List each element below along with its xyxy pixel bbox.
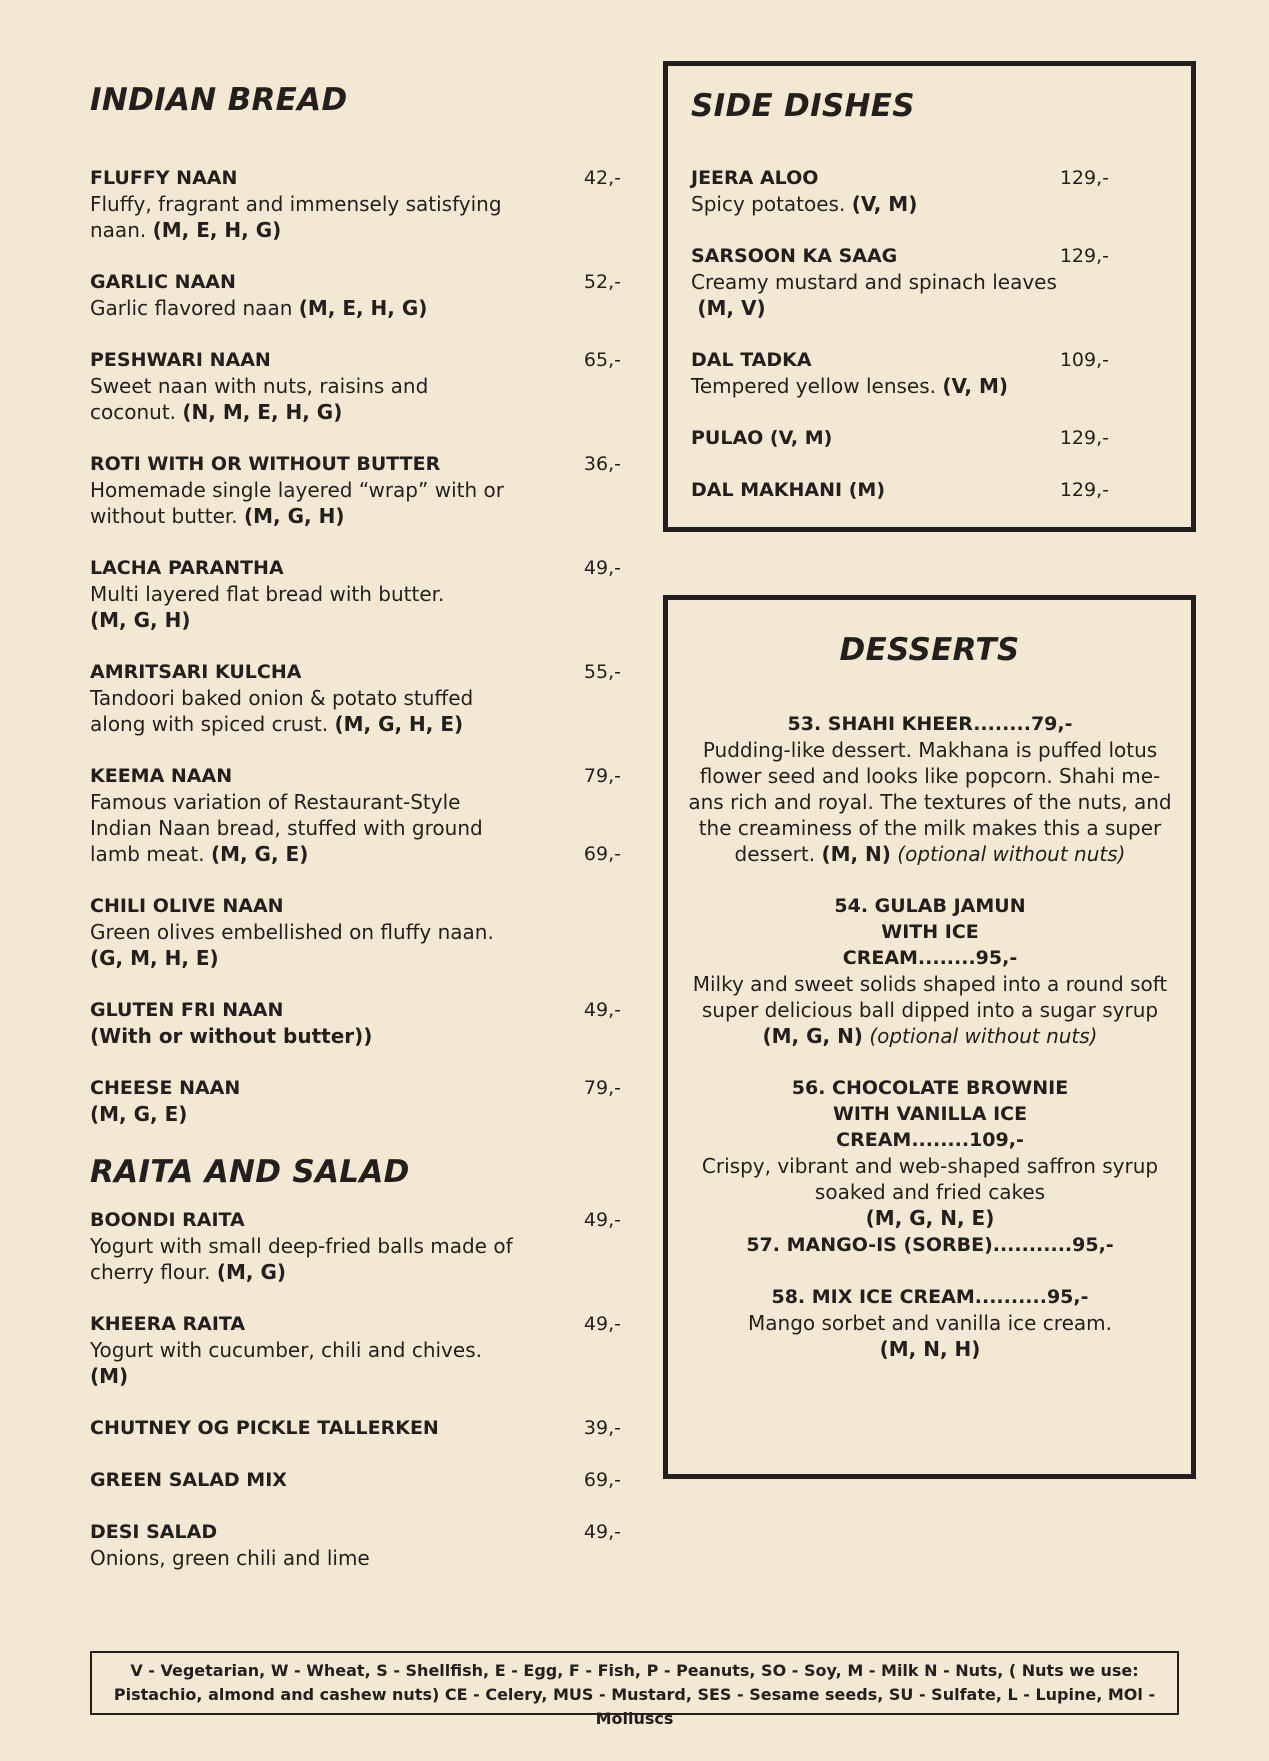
item-name: DAL MAKHANI (M) xyxy=(691,479,885,501)
item-allergens: (V, M) xyxy=(942,374,1009,398)
item-name: LACHA PARANTHA xyxy=(90,557,284,579)
item-price: 49,- xyxy=(583,557,621,579)
item-price: 79,- xyxy=(583,765,621,787)
dessert-chocolate-brownie xyxy=(685,1075,1175,1231)
item-name: PULAO (V, M) xyxy=(691,427,833,449)
desserts-heading: DESSERTS xyxy=(839,632,1020,668)
item-description: Tempered yellow lenses. (V, M) xyxy=(691,374,1009,398)
item-description: Green olives embellished on fluffy naan. (G, M, H, E) xyxy=(90,920,494,970)
item-allergens: (With or without butter)) xyxy=(90,1024,373,1048)
item-price: 79,- xyxy=(583,1077,621,1099)
item-allergens: (M, G) xyxy=(216,1260,287,1284)
item-allergens: (N, M, E, H, G) xyxy=(182,400,343,424)
dessert-description: Milky and sweet solids shaped into a round soft super delicious ball dipped into a sugar syrup (M, G, N) (optional without nuts) xyxy=(692,972,1168,1048)
item-allergens: (M, G, H) xyxy=(90,608,191,632)
dessert-gulab-jamun xyxy=(692,893,1168,1049)
allergen-legend: V - Vegetarian, W - Wheat, S - Shellfish, E - Egg, F - Fish, P - Peanuts, SO - Soy, M - Milk N - Nuts, ( Nuts we use: Pistachio, almond and cashew nuts) CE - Celery, MUS - Mustard, SES - Sesame seeds, SU - Sulfate, L - Lupine, MOl - Molluscs xyxy=(90,1651,1179,1715)
item-price: 69,- xyxy=(583,843,621,865)
item-price: 49,- xyxy=(583,1521,621,1543)
item-description: Spicy potatoes. (V, M) xyxy=(691,192,918,216)
item-description: Onions, green chili and lime xyxy=(90,1546,370,1570)
item-allergens: (M, G, H, E) xyxy=(334,712,464,736)
item-name: JEERA ALOO xyxy=(691,167,819,189)
item-allergens: (M, E, H, G) xyxy=(298,296,428,320)
side-dishes-heading: SIDE DISHES xyxy=(691,88,915,124)
item-description: Yogurt with cucumber, chili and chives. (M) xyxy=(90,1338,482,1388)
item-allergens: (G, M, H, E) xyxy=(90,946,219,970)
dessert-allergens: (M, N, H) xyxy=(879,1337,981,1361)
item-price: 36,- xyxy=(583,453,621,475)
dessert-description: Pudding-like dessert. Makhana is puffed lotus flower seed and looks like popcorn. Shahi me-ans rich and royal. The textures of the nuts, and the creaminess of the milk makes this a super dessert. (M, N) (optional without nuts) xyxy=(688,738,1172,866)
item-price: 52,- xyxy=(583,271,621,293)
item-allergens: (M, G, E) xyxy=(210,842,309,866)
item-allergens: (M) xyxy=(90,1364,129,1388)
item-name: CHUTNEY OG PICKLE TALLERKEN xyxy=(90,1417,439,1439)
dessert-description: Crispy, vibrant and web-shaped saffron syrup soaked and fried cakes (M, G, N, E) xyxy=(701,1154,1159,1230)
dessert-mix-ice-cream xyxy=(685,1284,1175,1362)
item-name: GLUTEN FRI NAAN xyxy=(90,999,284,1021)
item-name: GARLIC NAAN xyxy=(90,271,236,293)
item-price: 65,- xyxy=(583,349,621,371)
item-allergens: (M, E, H, G) xyxy=(152,218,282,242)
item-price: 49,- xyxy=(583,1313,621,1335)
item-description: Multi layered flat bread with butter. (M, G, H) xyxy=(90,582,445,632)
item-name: SARSOON KA SAAG xyxy=(691,245,898,267)
item-price: 129,- xyxy=(1059,427,1109,449)
item-allergens: (V, M) xyxy=(851,192,918,216)
item-description: Creamy mustard and spinach leaves (M, V) xyxy=(691,270,1057,320)
item-name: CHILI OLIVE NAAN xyxy=(90,895,284,917)
item-name: GREEN SALAD MIX xyxy=(90,1469,287,1491)
item-price: 49,- xyxy=(583,1209,621,1231)
dessert-allergens: (M, G, N, E) xyxy=(865,1206,995,1230)
item-description: Fluffy, fragrant and immensely satisfying naan. (M, E, H, G) xyxy=(90,192,502,242)
item-name: FLUFFY NAAN xyxy=(90,167,238,189)
dessert-name: 58. MIX ICE CREAM..........95,- xyxy=(771,1286,1089,1308)
menu-item-chili-olive-naan xyxy=(90,893,530,971)
raita-salad-heading: RAITA AND SALAD xyxy=(90,1154,410,1190)
item-description xyxy=(90,1101,530,1127)
dessert-name: 53. SHAHI KHEER........79,- xyxy=(787,713,1073,735)
item-name: KEEMA NAAN xyxy=(90,765,233,787)
item-price: 129,- xyxy=(1059,167,1109,189)
dessert-name: 54. GULAB JAMUN WITH ICE CREAM........95,- xyxy=(834,895,1026,969)
dessert-shahi-kheer xyxy=(685,711,1175,867)
item-description: Sweet naan with nuts, raisins and coconut. (N, M, E, H, G) xyxy=(90,374,429,424)
item-price: 109,- xyxy=(1059,349,1109,371)
item-description xyxy=(90,1023,530,1049)
item-price: 39,- xyxy=(583,1417,621,1439)
item-allergens: (M, G, H) xyxy=(244,504,345,528)
item-name: CHEESE NAAN xyxy=(90,1077,241,1099)
dessert-description: Mango sorbet and vanilla ice cream. (M, N, H) xyxy=(748,1311,1112,1361)
item-name: DAL TADKA xyxy=(691,349,812,371)
item-description: Tandoori baked onion & potato stuffed along with spiced crust. (M, G, H, E) xyxy=(90,686,474,736)
item-price: 69,- xyxy=(583,1469,621,1491)
dessert-allergens: (M, G, N) xyxy=(762,1024,863,1048)
item-allergens: (M, V) xyxy=(697,296,766,320)
item-price: 55,- xyxy=(583,661,621,683)
indian-bread-heading: INDIAN BREAD xyxy=(90,82,348,118)
item-name: BOONDI RAITA xyxy=(90,1209,245,1231)
item-price: 49,- xyxy=(583,999,621,1021)
dessert-name: 56. CHOCOLATE BROWNIE WITH VANILLA ICE CREAM........109,- xyxy=(791,1077,1069,1151)
item-allergens: (M, G, E) xyxy=(90,1102,188,1126)
item-name: AMRITSARI KULCHA xyxy=(90,661,302,683)
dessert-name: 57. MANGO-IS (SORBE)...........95,- xyxy=(746,1234,1114,1256)
item-description: Yogurt with small deep-fried balls made of cherry flour. (M, G) xyxy=(90,1234,513,1284)
item-name: ROTI WITH OR WITHOUT BUTTER xyxy=(90,453,441,475)
dessert-note: (optional without nuts) xyxy=(869,1024,1098,1048)
item-description: Garlic flavored naan (M, E, H, G) xyxy=(90,296,428,320)
dessert-allergens: (M, N) xyxy=(821,842,891,866)
item-name: PESHWARI NAAN xyxy=(90,349,271,371)
item-price: 129,- xyxy=(1059,245,1109,267)
dessert-mango-is xyxy=(685,1232,1175,1258)
dessert-note: (optional without nuts) xyxy=(897,842,1126,866)
item-name: KHEERA RAITA xyxy=(90,1313,246,1335)
item-price: 42,- xyxy=(583,167,621,189)
item-name: DESI SALAD xyxy=(90,1521,218,1543)
item-description: Homemade single layered “wrap” with or without butter. (M, G, H) xyxy=(90,478,504,528)
item-price: 129,- xyxy=(1059,479,1109,501)
item-description: Famous variation of Restaurant-Style Indian Naan bread, stuffed with ground lamb meat. (M, G, E) xyxy=(90,790,483,866)
